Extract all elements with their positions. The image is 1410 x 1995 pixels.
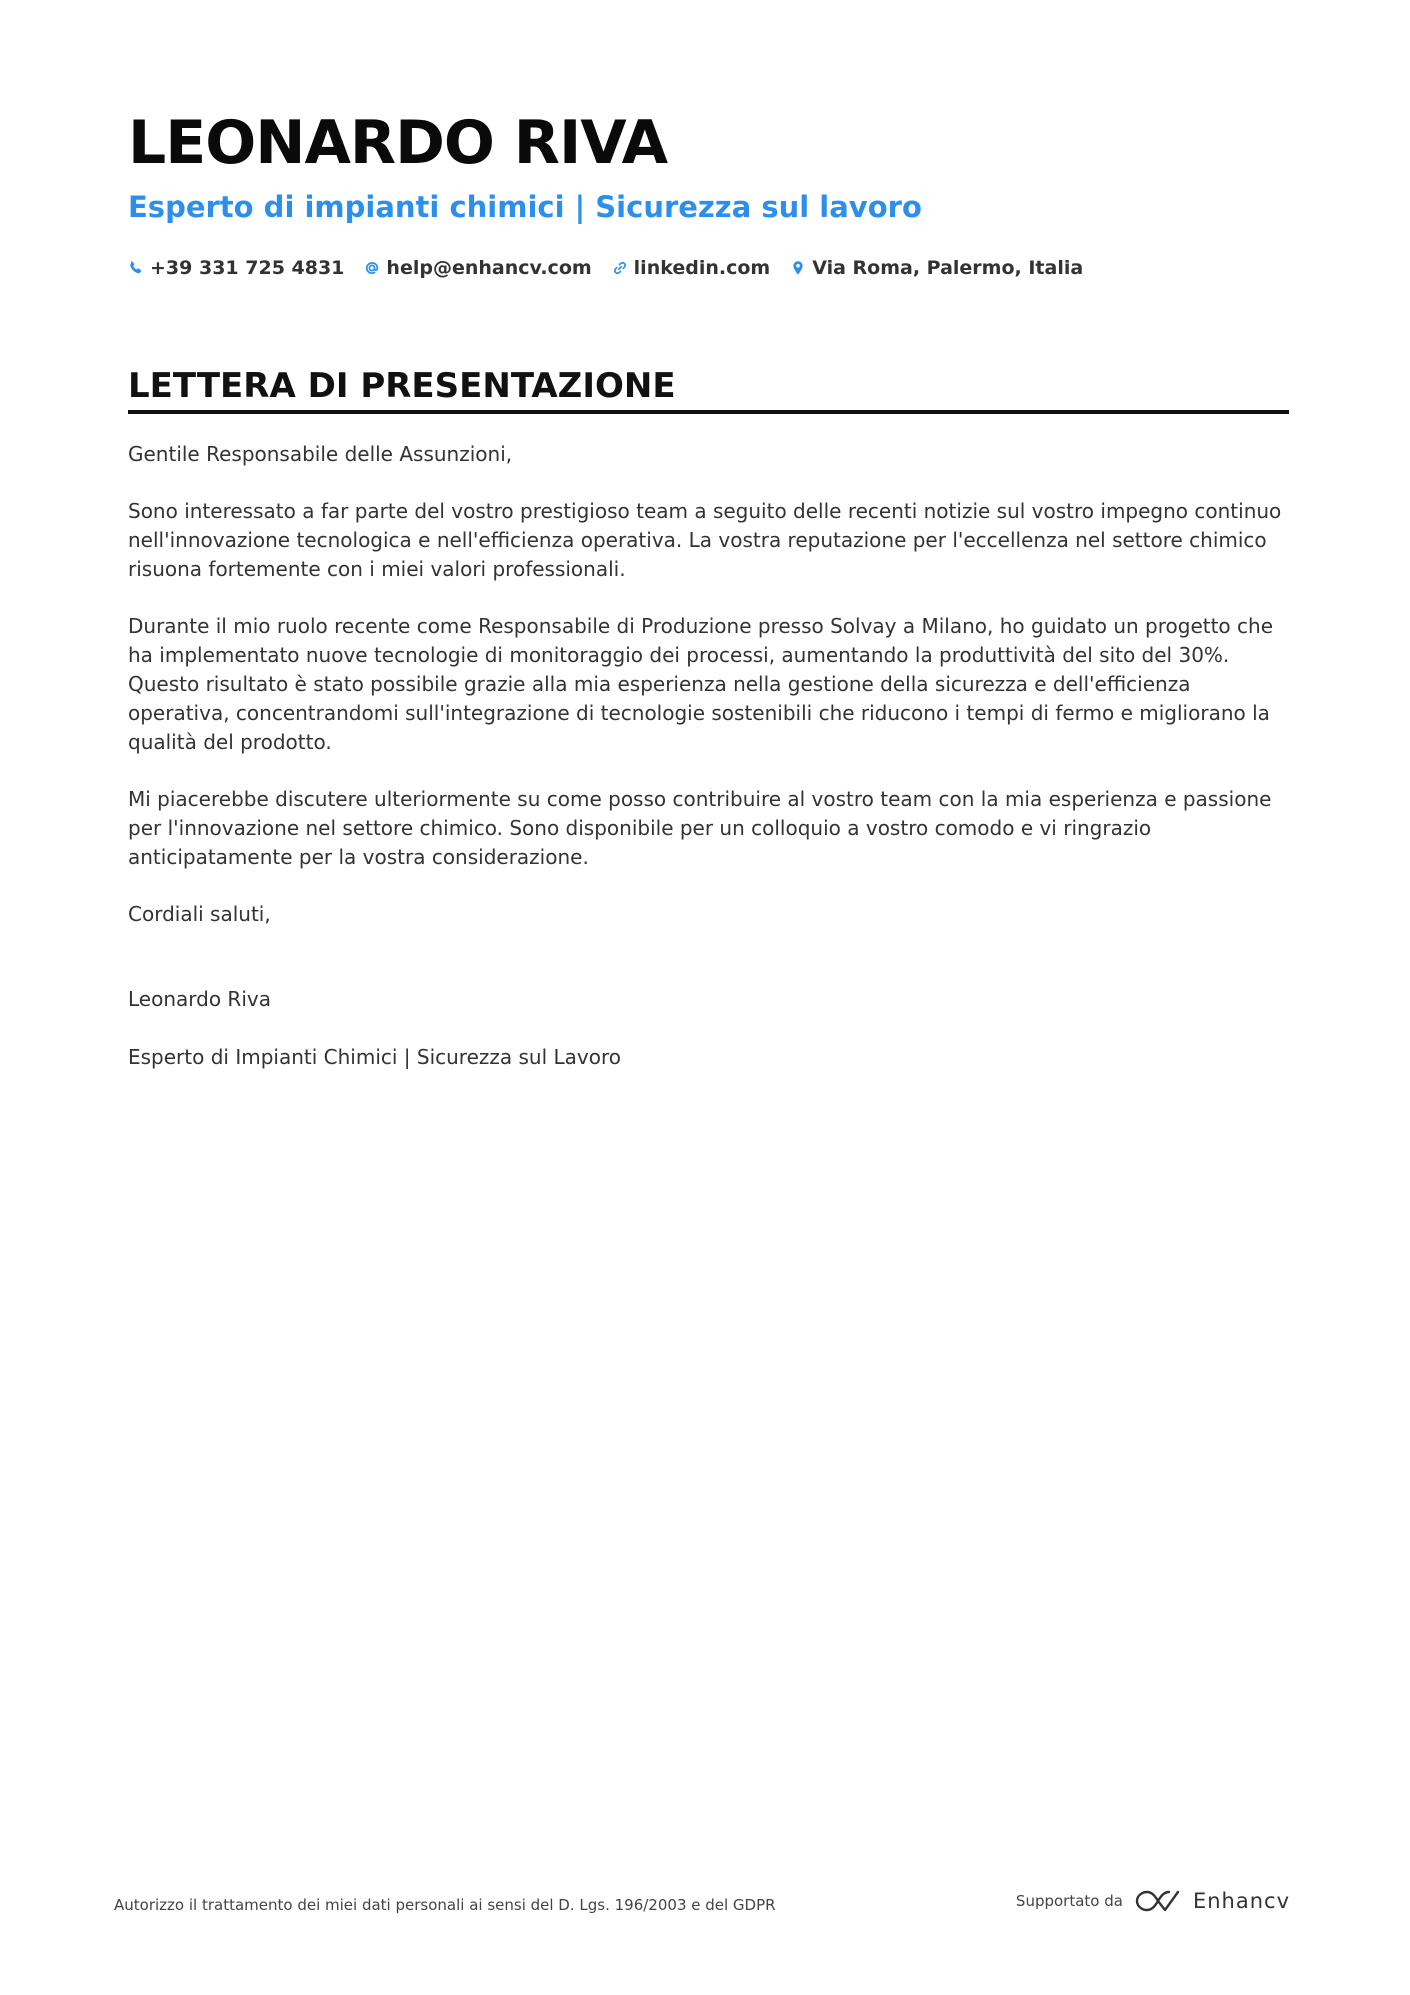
- privacy-consent-note: Autorizzo il trattamento dei miei dati personali ai sensi del D. Lgs. 196/2003 e del GDPR: [114, 1896, 776, 1914]
- contact-linkedin[interactable]: [612, 257, 771, 279]
- candidate-name: LEONARDO RIVA: [128, 108, 668, 178]
- signature-title: Esperto di Impianti Chimici | Sicurezza sul Lavoro: [128, 1045, 622, 1069]
- letter-paragraph: Mi piacerebbe discutere ulteriormente su come posso contribuire al vostro team con la mia esperienza e passione per l'innovazione nel settore chimico. Sono disponibile per un colloquio a vostro comodo e vi ringrazio anticipatamente per la vostra considerazione.: [128, 787, 1272, 869]
- at-icon: [364, 260, 380, 276]
- contact-location-text: Via Roma, Palermo, Italia: [812, 257, 1084, 279]
- letter-greeting: Gentile Responsabile delle Assunzioni,: [128, 442, 513, 466]
- location-pin-icon: [790, 260, 806, 276]
- contact-bar: [128, 254, 1103, 282]
- letter-paragraph: Durante il mio ruolo recente come Responsabile di Produzione presso Solvay a Milano, ho guidato un progetto che ha implementato nuove tecnologie di monitoraggio dei processi, aumentando la produttività del sito del 30%. Questo risultato è stato possibile grazie alla mia esperienza nella gestione della sicurezza e dell'efficienza operativa, concentrandomi sull'integrazione di tecnologie sostenibili che riducono i tempi di fermo e migliorano la qualità del prodotto.: [128, 614, 1273, 754]
- powered-by-label: Supportato da: [1015, 1892, 1123, 1910]
- section-title: LETTERA DI PRESENTAZIONE: [128, 366, 676, 406]
- enhancv-logo-icon: [1135, 1888, 1181, 1914]
- contact-phone-text: +39 331 725 4831: [150, 257, 345, 279]
- link-icon: [612, 260, 628, 276]
- letter-paragraph: Sono interessato a far parte del vostro prestigioso team a seguito delle recenti notizie sul vostro impegno continuo nell'innovazione tecnologica e nell'efficienza operativa. La vostra reputazione per l'eccellenza nel settore chimico risuona fortemente con i miei valori professionali.: [128, 499, 1282, 581]
- letter-closing: Cordiali saluti,: [128, 902, 271, 926]
- contact-location: [790, 257, 1083, 279]
- signature-name: Leonardo Riva: [128, 987, 271, 1011]
- powered-by-brand[interactable]: [1016, 1888, 1290, 1914]
- contact-phone[interactable]: [128, 257, 344, 279]
- letter-body: [128, 440, 1289, 1100]
- contact-email-text: help@enhancv.com: [386, 257, 592, 279]
- contact-linkedin-text: linkedin.com: [633, 257, 771, 279]
- section-divider: [128, 410, 1289, 414]
- candidate-title: Esperto di impianti chimici | Sicurezza sul lavoro: [128, 190, 922, 224]
- contact-email[interactable]: [364, 257, 591, 279]
- phone-icon: [128, 260, 144, 276]
- enhancv-logo-wordmark: Enhancv: [1192, 1889, 1290, 1913]
